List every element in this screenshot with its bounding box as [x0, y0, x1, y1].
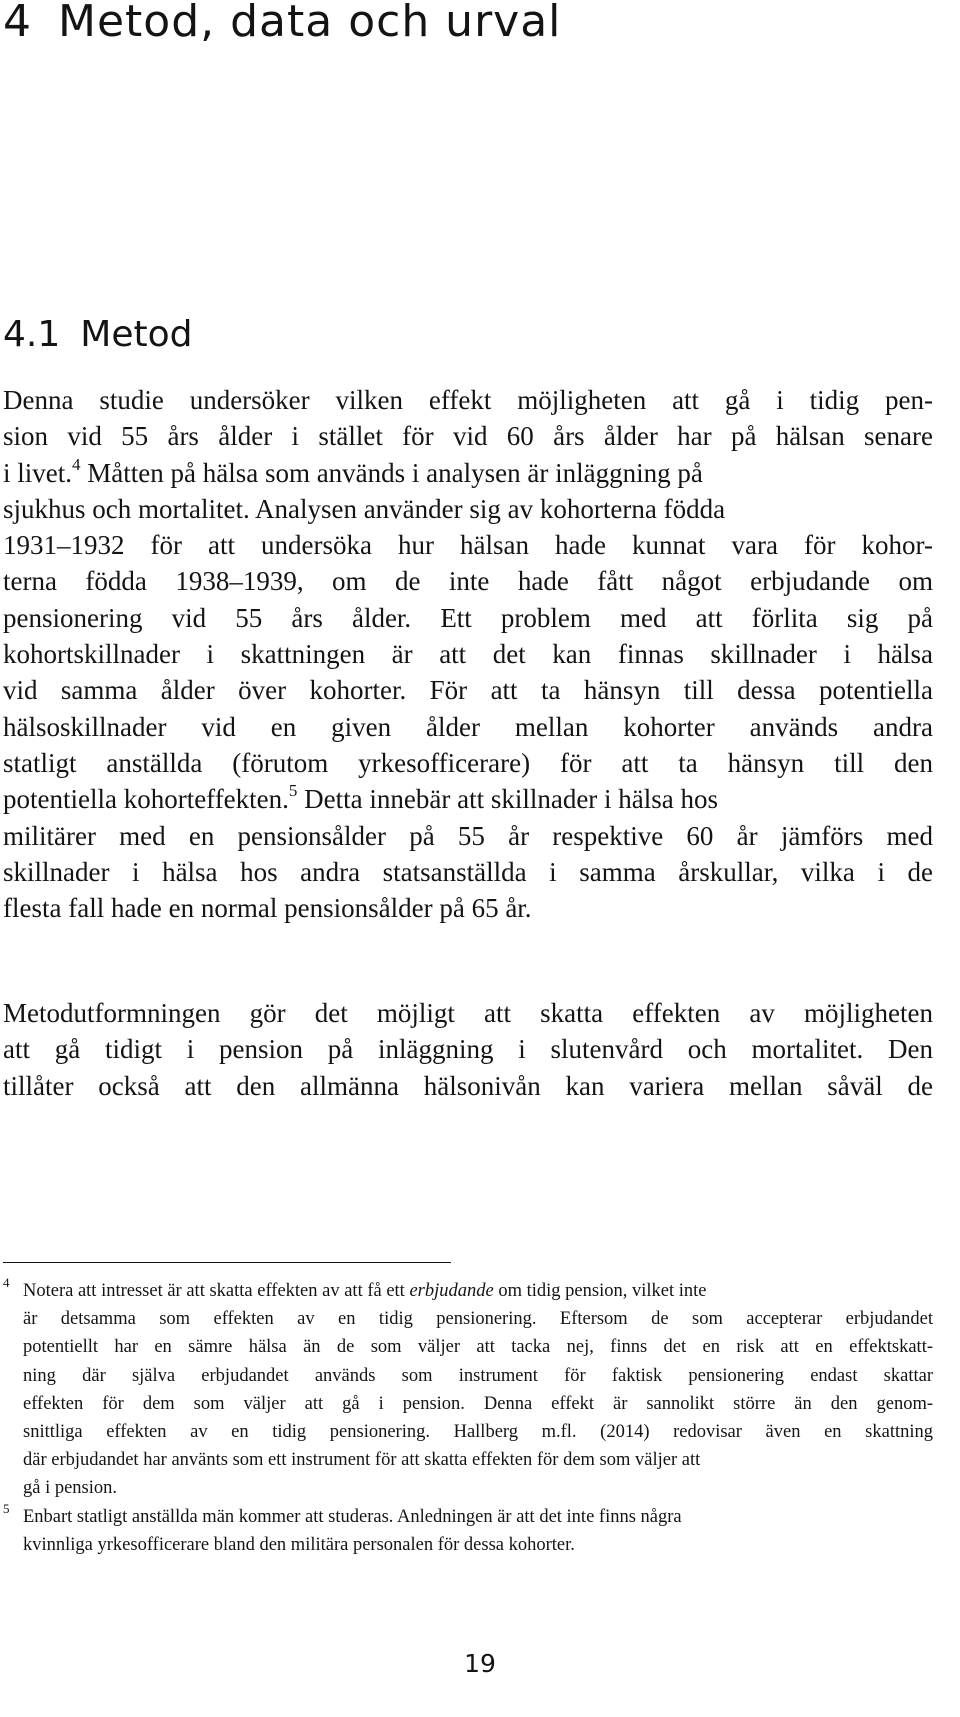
- footnote-mark: 5: [3, 1500, 10, 1516]
- footnote-line: där erbjudandet har använts som ett instrument för att skatta effekten för dem som väljer att: [23, 1450, 701, 1471]
- text-segment: om tidig pension, vilket inte: [493, 1281, 707, 1301]
- text-line: Denna studie undersöker vilken effekt möjligheten att gå i tidig pen-: [3, 385, 933, 415]
- text-line: vid samma ålder över kohorter. För att ta hänsyn till dessa potentiella: [3, 675, 933, 706]
- text-line: att gå tidigt i pension på inläggning i slutenvård och mortalitet. Den: [3, 1034, 933, 1065]
- footnote-ref-5[interactable]: 5: [288, 781, 298, 801]
- footnote-line: potentiellt har en sämre hälsa än de som väljer att tacka nej, finns det en risk att en effektskatt-: [23, 1337, 933, 1358]
- text-segment: Detta innebär att skillnader i hälsa hos: [297, 784, 719, 815]
- text-line: tillåter också att den allmänna hälsonivån kan variera mellan såväl de: [3, 1070, 933, 1101]
- footnote-separator: [3, 1262, 451, 1263]
- text-segment: Notera att intresset är att skatta effekten av att få ett: [23, 1281, 410, 1301]
- section-title-text: Metod: [80, 314, 193, 355]
- text-line: kohortskillnader i skattningen är att det kan finnas skillnader i hälsa: [3, 639, 933, 670]
- text-line: hälsoskillnader vid en given ålder mellan kohorter används andra: [3, 711, 933, 742]
- emphasis-text: erbjudande: [409, 1281, 494, 1301]
- body-paragraph-2: [3, 995, 933, 1104]
- text-line: [3, 455, 933, 491]
- text-line: skillnader i hälsa hos andra statsanställda i samma årskullar, vilka i de: [3, 856, 933, 887]
- footnote-ref-4[interactable]: 4: [72, 454, 81, 474]
- text-line: pensionering vid 55 års ålder. Ett problem med att förlita sig på: [3, 602, 933, 633]
- footnote-line: gå i pension.: [23, 1478, 118, 1499]
- text-line: sion vid 55 års ålder i stället för vid 60 års ålder har på hälsan senare: [3, 421, 933, 452]
- text-line: sjukhus och mortalitet. Analysen använder sig av kohorterna födda: [3, 493, 726, 524]
- text-line: 1931–1932 för att undersöka hur hälsan hade kunnat vara för kohor-: [3, 530, 933, 561]
- footnotes: [3, 1277, 933, 1559]
- text-segment: i livet.: [3, 457, 72, 488]
- chapter-title-text: Metod, data och urval: [58, 0, 562, 47]
- page-number: 19: [464, 1649, 496, 1678]
- text-segment: potentiella kohorteffekten.: [3, 784, 289, 815]
- footnote-4: [3, 1277, 933, 1503]
- footnote-mark: 4: [3, 1275, 10, 1290]
- text-line: Metodutformningen gör det möjligt att skatta effekten av möjligheten: [3, 998, 933, 1028]
- text-line: [3, 781, 933, 817]
- text-line: flesta fall hade en normal pensionsålder på 65 år.: [3, 893, 532, 924]
- text-line: terna födda 1938–1939, om de inte hade fått något erbjudande om: [3, 566, 933, 597]
- chapter-number: 4: [3, 0, 32, 47]
- footnote-line: kvinnliga yrkesofficerare bland den militära personalen för dessa kohorter.: [23, 1534, 575, 1555]
- footnote-line: Enbart statligt anställda män kommer att studeras. Anledningen är att det inte finns några: [23, 1506, 682, 1527]
- footnote-line: ning där själva erbjudandet används som instrument för faktisk pensionering endast skattar: [23, 1365, 933, 1386]
- text-line: statligt anställda (förutom yrkesofficerare) för att ta hänsyn till den: [3, 747, 933, 778]
- chapter-title: [3, 0, 561, 50]
- body-paragraph-1: [3, 382, 933, 926]
- footnote-line: [23, 1277, 933, 1305]
- text-line: militärer med en pensionsålder på 55 år respektive 60 år jämförs med: [3, 820, 933, 851]
- footnote-line: är detsamma som effekten av en tidig pensionering. Eftersom de som accepterar erbjudandet: [23, 1309, 933, 1330]
- section-title: [3, 312, 192, 358]
- footnote-line: snittliga effekten av en tidig pensionering. Hallberg m.fl. (2014) redovisar även en skattning: [23, 1422, 933, 1443]
- text-segment: Måtten på hälsa som används i analysen är inläggning på: [80, 457, 703, 488]
- section-number: 4.1: [3, 314, 61, 355]
- footnote-line: effekten för dem som väljer att gå i pension. Denna effekt är sannolikt större än den genom-: [23, 1393, 933, 1414]
- footnote-5: [3, 1500, 933, 1559]
